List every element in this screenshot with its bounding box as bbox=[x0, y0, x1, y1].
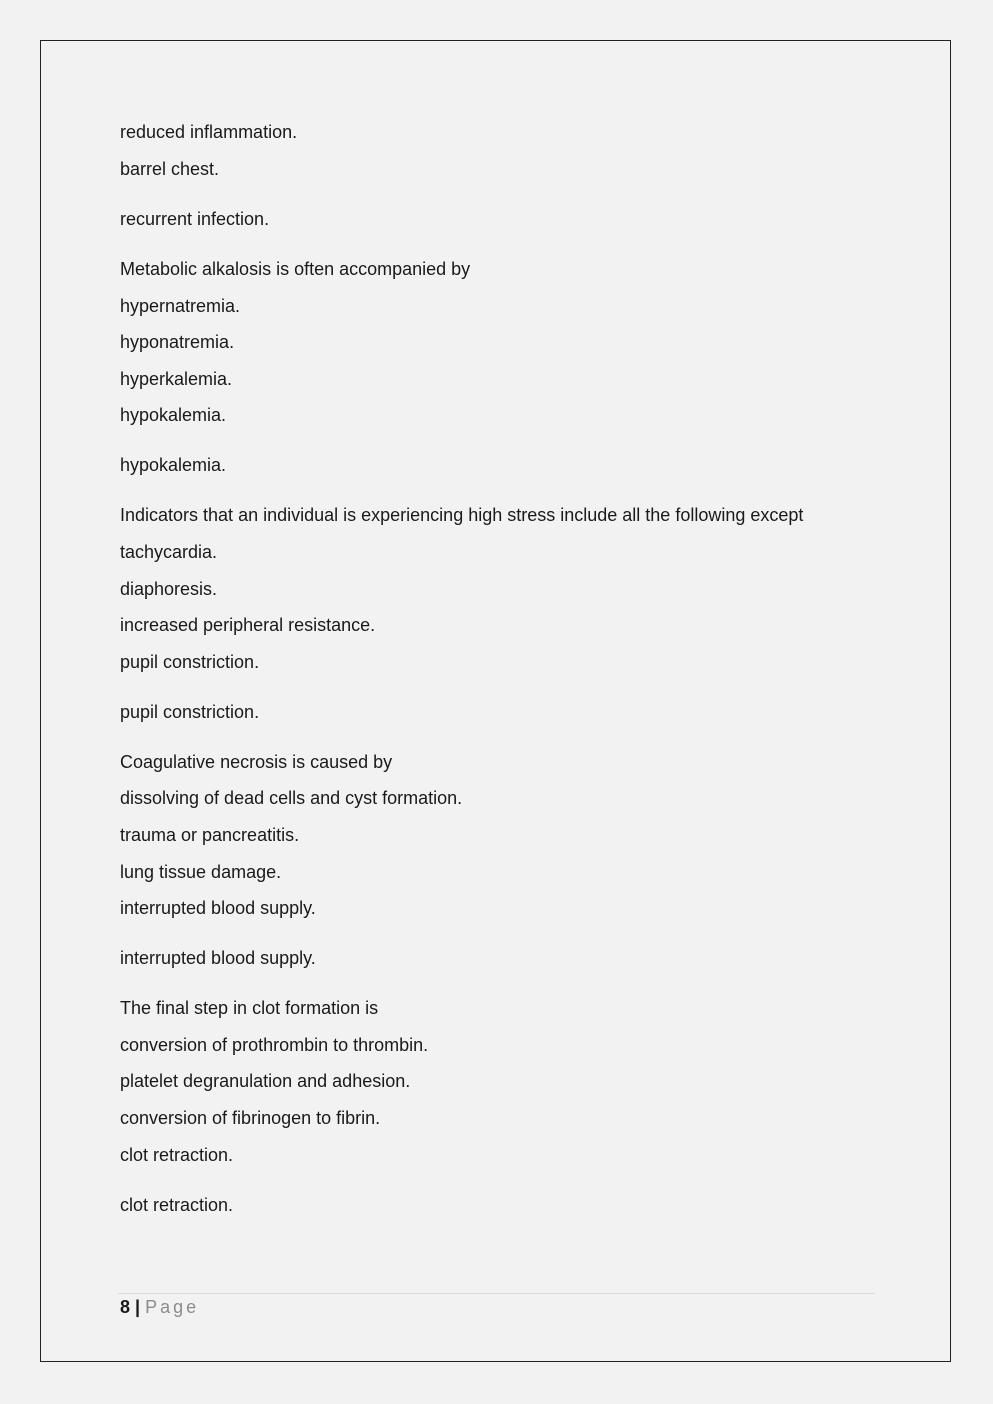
correct-answer: recurrent infection. bbox=[120, 209, 270, 229]
page-footer bbox=[120, 1296, 199, 1318]
answer-option: hypernatremia. bbox=[120, 296, 241, 316]
page-number: 8 bbox=[120, 1297, 131, 1317]
answer-option: increased peripheral resistance. bbox=[120, 615, 376, 635]
question-text: Metabolic alkalosis is often accompanied by bbox=[120, 259, 471, 279]
question-text: Indicators that an individual is experiencing high stress include all the following except bbox=[120, 505, 804, 525]
answer-option: trauma or pancreatitis. bbox=[120, 825, 300, 845]
answer-option: conversion of prothrombin to thrombin. bbox=[120, 1035, 429, 1055]
page-label: Page bbox=[145, 1297, 200, 1317]
answer-option: diaphoresis. bbox=[120, 579, 218, 599]
answer-option: barrel chest. bbox=[120, 159, 220, 179]
question-text: The final step in clot formation is bbox=[120, 998, 379, 1018]
correct-answer: hypokalemia. bbox=[120, 455, 227, 475]
footer-divider bbox=[118, 1293, 875, 1294]
answer-option: tachycardia. bbox=[120, 542, 218, 562]
answer-option: dissolving of dead cells and cyst formation. bbox=[120, 788, 463, 808]
correct-answer: pupil constriction. bbox=[120, 702, 260, 722]
answer-option: interrupted blood supply. bbox=[120, 898, 316, 918]
footer-separator: | bbox=[135, 1297, 141, 1317]
answer-option: platelet degranulation and adhesion. bbox=[120, 1071, 411, 1091]
answer-option: hyperkalemia. bbox=[120, 369, 233, 389]
answer-option: conversion of fibrinogen to fibrin. bbox=[120, 1108, 381, 1128]
correct-answer: clot retraction. bbox=[120, 1195, 234, 1215]
answer-option: clot retraction. bbox=[120, 1145, 234, 1165]
question-text: Coagulative necrosis is caused by bbox=[120, 752, 393, 772]
correct-answer: interrupted blood supply. bbox=[120, 948, 316, 968]
answer-option: lung tissue damage. bbox=[120, 862, 282, 882]
answer-option: hyponatremia. bbox=[120, 332, 235, 352]
answer-option: hypokalemia. bbox=[120, 405, 227, 425]
answer-option: reduced inflammation. bbox=[120, 122, 298, 142]
answer-option: pupil constriction. bbox=[120, 652, 260, 672]
